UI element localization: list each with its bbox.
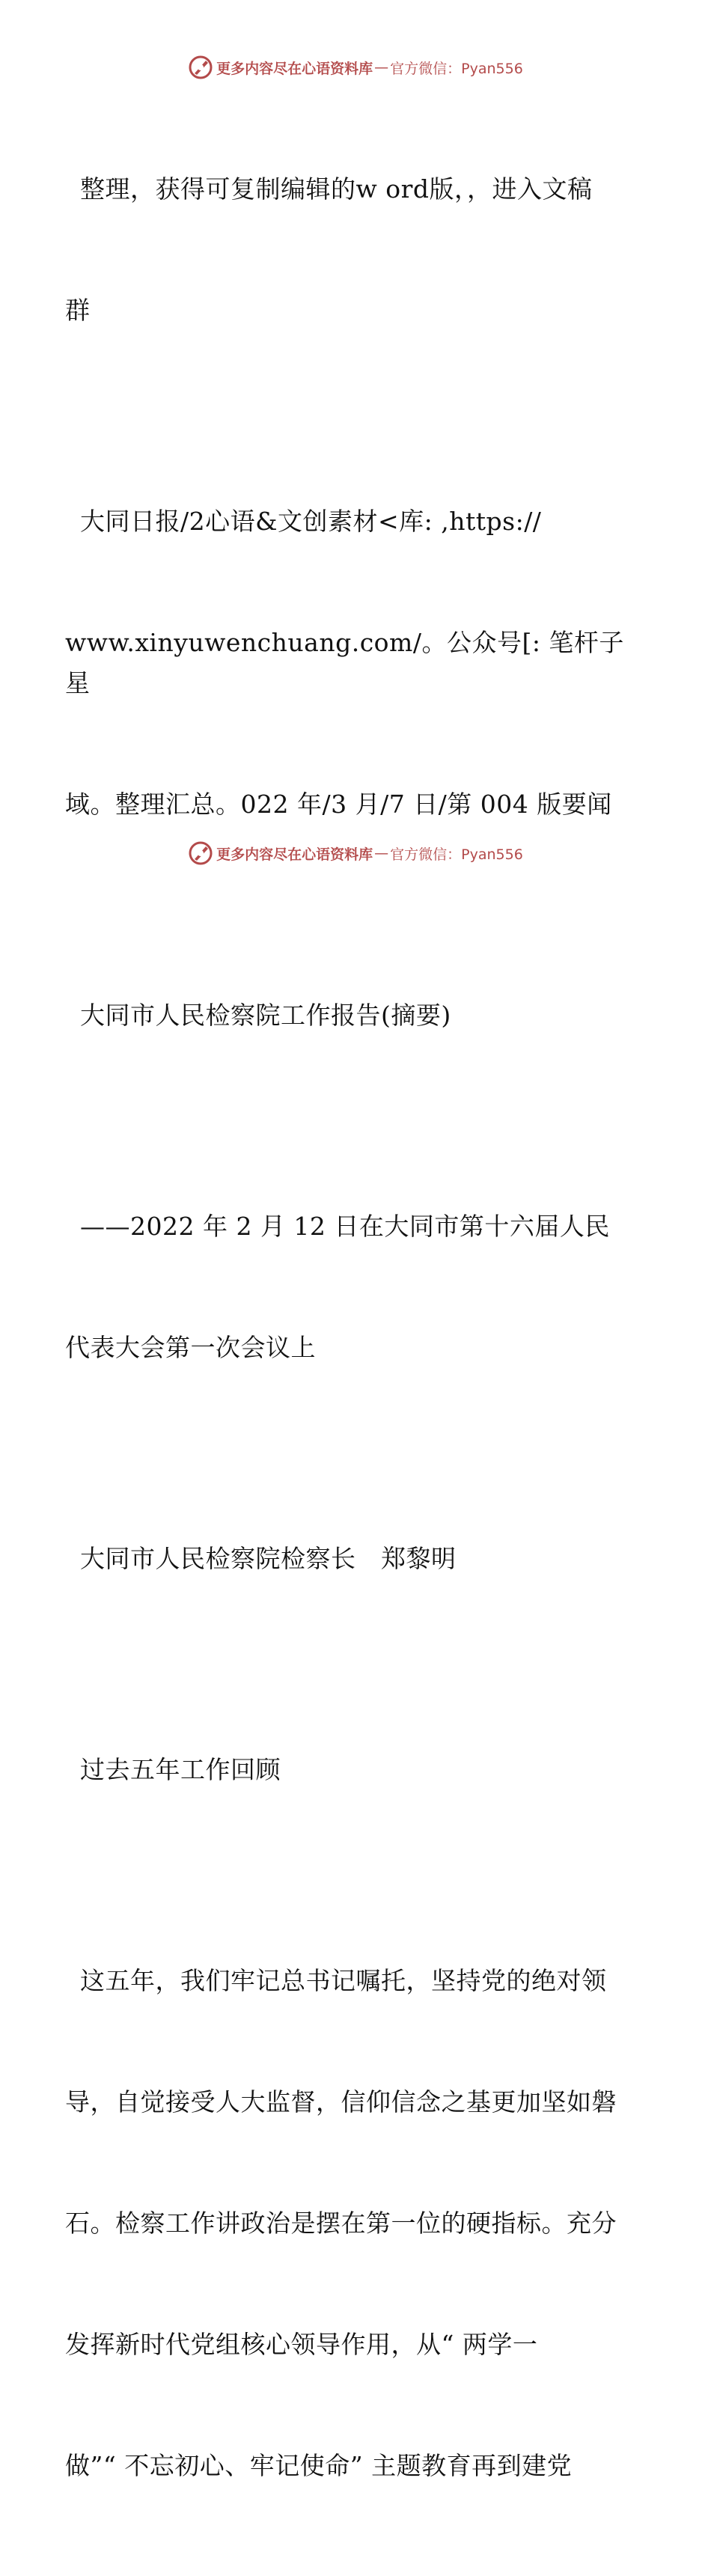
text-line: www.xinyuwenchuang.com/。公众号[: 笔杆子星 bbox=[65, 628, 624, 698]
paragraph-source bbox=[65, 421, 641, 906]
text-line: 过去五年工作回顾 bbox=[80, 1755, 281, 1784]
report-subtitle bbox=[65, 1126, 641, 1449]
section-heading bbox=[73, 1669, 641, 1871]
text-line: 大同市人民检察院检察长 郑黎明 bbox=[80, 1544, 457, 1573]
text-line: 整理，获得可复制编辑的w ord版，，进入文稿 bbox=[80, 174, 593, 204]
report-title bbox=[73, 915, 641, 1117]
text-line: 大同市人民检察院工作报告(摘要) bbox=[80, 1001, 451, 1030]
paragraph-intro bbox=[65, 88, 641, 412]
banner-wechat-text: 官方微信：Pyan556 bbox=[390, 60, 523, 77]
text-line: 做”“ 不忘初心、牢记使命” 主题教育再到建党 bbox=[65, 2451, 573, 2480]
text-line: 这五年，我们牢记总书记嘱托，坚持党的绝对领 bbox=[80, 1966, 607, 1995]
banner-site-text: 更多内容尽在心语资料库 bbox=[216, 846, 373, 863]
text-line: 石。检察工作讲政治是摆在第一位的硬指标。充分 bbox=[65, 2209, 617, 2238]
text-line: 大同日报/2心语&文创素材<库: ,https:// bbox=[80, 507, 542, 536]
text-line: 代表大会第一次会议上 bbox=[65, 1333, 316, 1362]
text-line: 群 bbox=[65, 296, 91, 325]
quill-seal-icon bbox=[188, 55, 213, 80]
text-line: 域。整理汇总。022 年/3 月/7 日/第 004 版要闻 bbox=[65, 790, 612, 819]
text-line: ——2022 年 2 月 12 日在大同市第十六届人民 bbox=[80, 1212, 610, 1241]
banner-site-text: 更多内容尽在心语资料库 bbox=[216, 60, 373, 77]
text-line: 导，自觉接受人大监督，信仰信念之基更加坚如磐 bbox=[65, 2087, 617, 2116]
banner-dash: — bbox=[374, 845, 389, 861]
document-body bbox=[65, 88, 641, 2576]
report-author bbox=[73, 1458, 641, 1660]
quill-seal-icon bbox=[188, 840, 213, 866]
paragraph-body bbox=[65, 1880, 641, 2567]
banner-dash: — bbox=[374, 59, 389, 76]
header-watermark-banner bbox=[0, 52, 711, 82]
text-line: 发挥新时代党组核心领导作用，从“ 两学一 bbox=[65, 2330, 538, 2359]
banner-wechat-text: 官方微信：Pyan556 bbox=[390, 846, 523, 863]
footer-watermark-banner bbox=[0, 838, 711, 868]
